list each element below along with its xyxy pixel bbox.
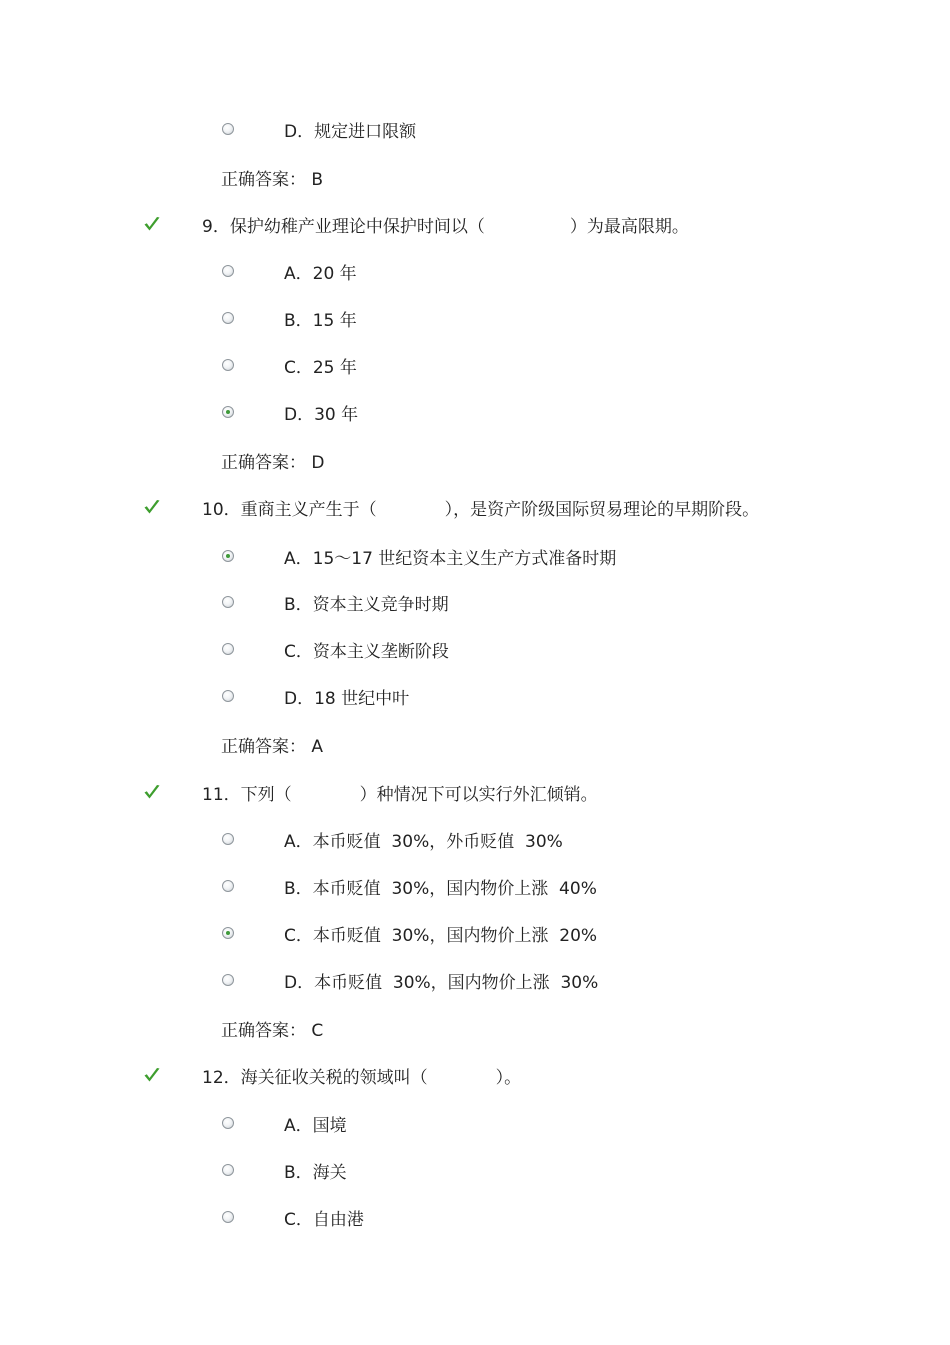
option-radio[interactable]: [222, 123, 234, 135]
correct-answer: 正确答案： D: [221, 452, 325, 473]
option-radio[interactable]: [222, 265, 234, 277]
option-label: D．本币贬值 30%，国内物价上涨 30%: [284, 972, 599, 993]
option-radio[interactable]: [222, 1164, 234, 1176]
question-text: 10．重商主义产生于（ ），是资产阶级国际贸易理论的早期阶段。: [202, 499, 760, 520]
option-radio[interactable]: [222, 927, 234, 939]
option-radio[interactable]: [222, 359, 234, 371]
option-label: B．本币贬值 30%，国内物价上涨 40%: [284, 878, 597, 899]
option-label: A．20 年: [284, 263, 357, 284]
question-row: [0, 492, 950, 522]
correct-answer-row: [0, 1013, 950, 1043]
option-row[interactable]: [0, 541, 950, 571]
option-label: C．25 年: [284, 357, 357, 378]
option-label: C．自由港: [284, 1209, 364, 1230]
option-radio[interactable]: [222, 1117, 234, 1129]
option-label: C．本币贬值 30%，国内物价上涨 20%: [284, 925, 598, 946]
option-row[interactable]: [0, 681, 950, 711]
question-text: 11．下列（ ）种情况下可以实行外汇倾销。: [202, 784, 598, 805]
option-row[interactable]: [0, 634, 950, 664]
option-radio[interactable]: [222, 690, 234, 702]
option-row[interactable]: [0, 965, 950, 995]
option-row[interactable]: [0, 350, 950, 380]
option-radio[interactable]: [222, 550, 234, 562]
option-radio[interactable]: [222, 833, 234, 845]
check-mark-icon: [143, 783, 161, 801]
option-radio[interactable]: [222, 880, 234, 892]
option-row[interactable]: [0, 918, 950, 948]
question-text: 12．海关征收关税的领域叫（ ）。: [202, 1067, 522, 1088]
option-radio[interactable]: [222, 974, 234, 986]
option-row[interactable]: [0, 303, 950, 333]
question-row: [0, 209, 950, 239]
option-row[interactable]: [0, 114, 950, 144]
option-radio[interactable]: [222, 406, 234, 418]
option-radio[interactable]: [222, 1211, 234, 1223]
option-row[interactable]: [0, 1202, 950, 1232]
option-row[interactable]: [0, 1155, 950, 1185]
option-label: A．国境: [284, 1115, 347, 1136]
question-row: [0, 777, 950, 807]
option-label: D．18 世纪中叶: [284, 688, 410, 709]
option-row[interactable]: [0, 871, 950, 901]
correct-answer-row: [0, 162, 950, 192]
correct-answer-row: [0, 445, 950, 475]
option-label: A．15～17 世纪资本主义生产方式准备时期: [284, 548, 617, 569]
option-label: A．本币贬值 30%，外币贬值 30%: [284, 831, 563, 852]
correct-answer-row: [0, 729, 950, 759]
option-row[interactable]: [0, 256, 950, 286]
question-text: 9．保护幼稚产业理论中保护时间以（ ）为最高限期。: [202, 216, 689, 237]
option-row[interactable]: [0, 587, 950, 617]
question-row: [0, 1060, 950, 1090]
correct-answer: 正确答案： C: [221, 1020, 324, 1041]
option-radio[interactable]: [222, 643, 234, 655]
option-label: B．海关: [284, 1162, 347, 1183]
option-label: B．资本主义竞争时期: [284, 594, 449, 615]
option-radio[interactable]: [222, 312, 234, 324]
check-mark-icon: [143, 215, 161, 233]
check-mark-icon: [143, 1066, 161, 1084]
option-label: B．15 年: [284, 310, 357, 331]
option-row[interactable]: [0, 1108, 950, 1138]
option-row[interactable]: [0, 824, 950, 854]
option-label: D．规定进口限额: [284, 121, 417, 142]
option-row[interactable]: [0, 397, 950, 427]
correct-answer: 正确答案： B: [221, 169, 324, 190]
check-mark-icon: [143, 498, 161, 516]
option-label: C．资本主义垄断阶段: [284, 641, 449, 662]
correct-answer: 正确答案： A: [221, 736, 324, 757]
option-radio[interactable]: [222, 596, 234, 608]
option-label: D．30 年: [284, 404, 359, 425]
